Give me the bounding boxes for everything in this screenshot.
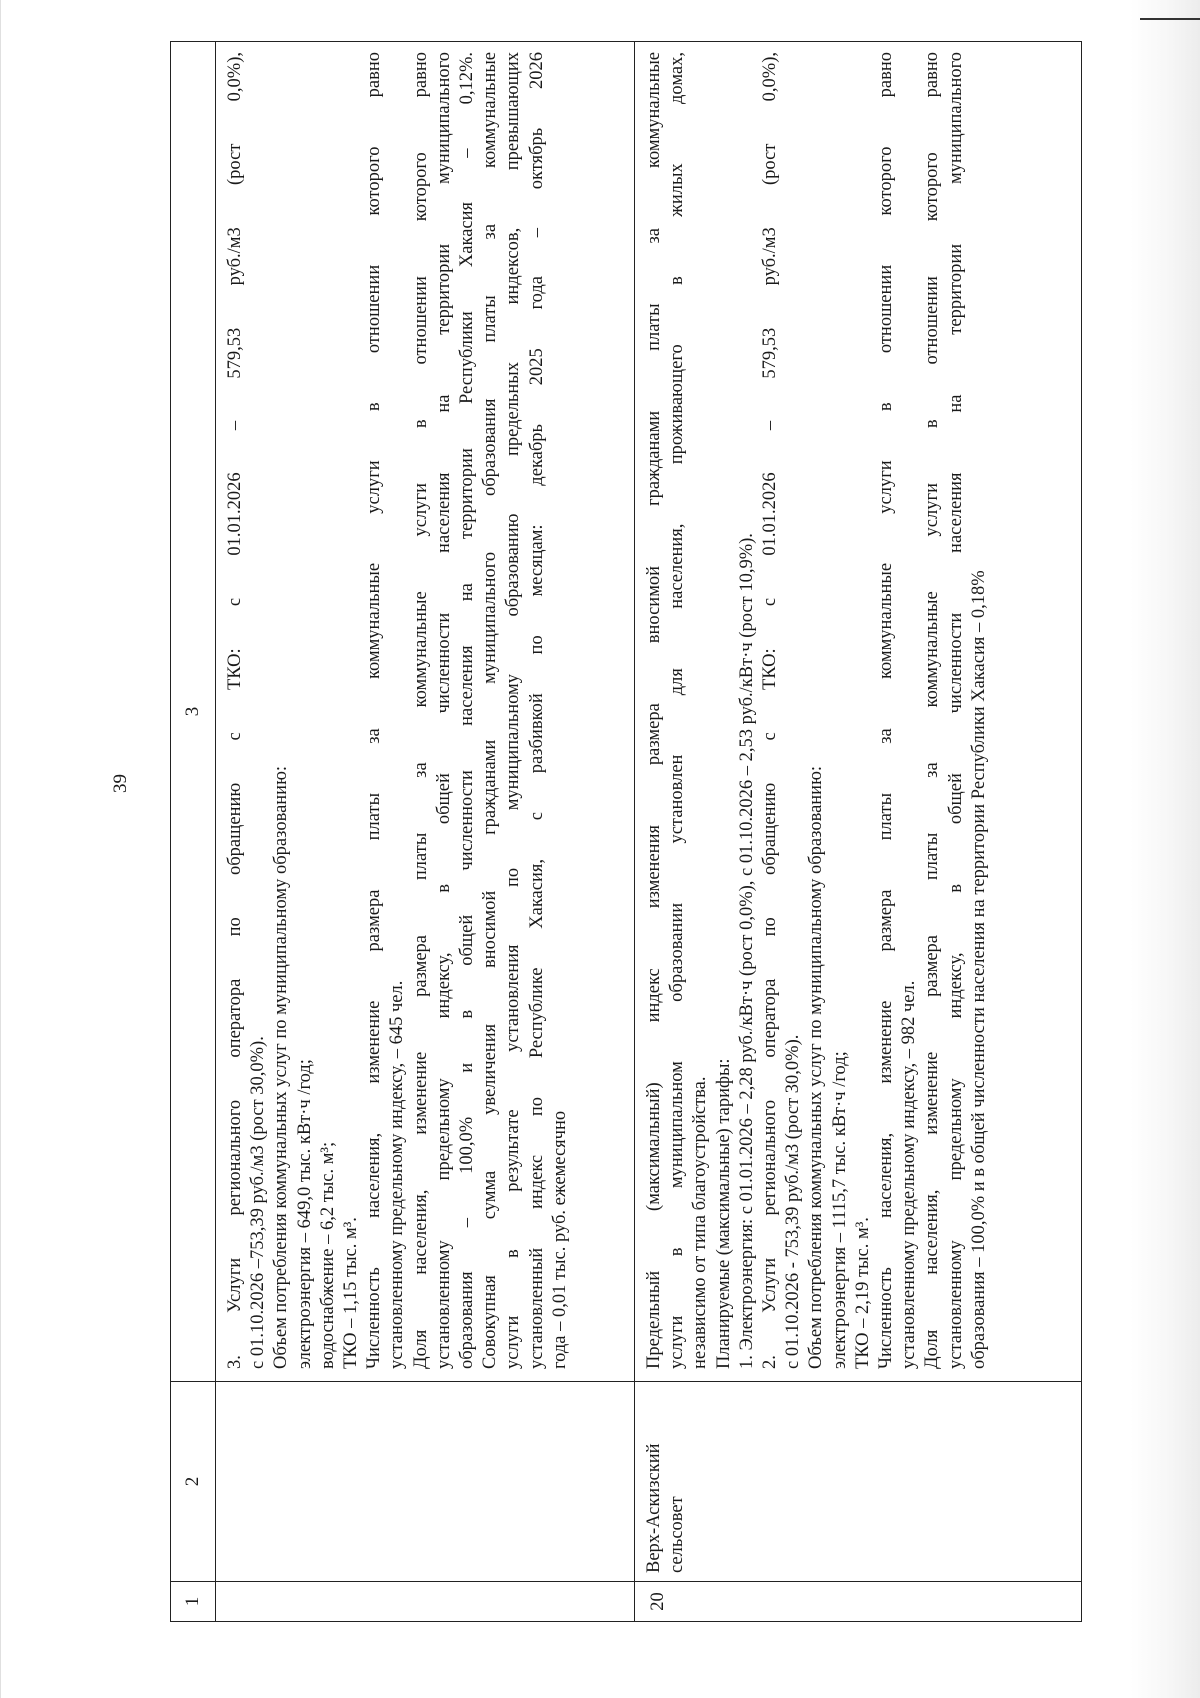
text-line: Объем потребления коммунальных услуг по муниципальному образованию:: [271, 765, 292, 1369]
text-line: Предельный (максимальный) индекс изменения размера вносимой гражданами платы за коммунальные: [644, 52, 664, 1369]
text-line: Численность населения, изменение размера платы за коммунальные услуги в отношении которого равно: [364, 52, 385, 1369]
page-number: 39: [110, 774, 131, 793]
scan-left-edge: [0, 0, 1, 1698]
table-header-row: [171, 42, 216, 1622]
rotated-table-frame: [170, 42, 1100, 1622]
text-line: образования – 100,0% и в общей численности населения на территории Республики Хакасия – 0,18%: [968, 570, 989, 1369]
scan-top-mark: [1140, 18, 1200, 20]
text-line: 3. Услуги регионального оператора по обращению с ТКО: с 01.01.2026 – 579,53 руб./м3 (рост 0,0%),: [225, 52, 245, 1369]
text-line: водоснабжение – 6,2 тыс. м³;: [317, 1141, 338, 1369]
text-line: установленному предельному индексу, в общей численности населения на территории муниципального: [433, 52, 454, 1369]
text-line: независимо от типа благоустройства.: [690, 1076, 711, 1369]
municipality-name: [216, 1382, 635, 1582]
text-line: электроэнергия – 649,0 тыс. кВт·ч /год;: [294, 1059, 315, 1369]
text-line: электроэнергия – 1115,7 тыс. кВт·ч /год;: [829, 1051, 850, 1369]
text-line: установленному предельному индексу, в общей численности населения на территории муниципального: [945, 52, 966, 1369]
row-description: [635, 42, 1082, 1382]
table-row: [216, 42, 635, 1622]
text-line: услуги в результате установления по муниципальному образованию предельных индексов, превышающих: [503, 52, 524, 1369]
data-table: [170, 41, 1082, 1622]
table-row: [635, 42, 1082, 1622]
text-line: установленный индекс по Республике Хакасия, с разбивкой по месяцам: декабрь 2025 года – октябрь 2026: [526, 52, 547, 1369]
header-col-2: 2: [171, 1382, 216, 1582]
text-line: Объем потребления коммунальных услуг по муниципальному образованию:: [806, 765, 827, 1369]
municipality-name: Верх-Аскизский сельсовет: [635, 1382, 1082, 1582]
text-line: Численность населения, изменение размера платы за коммунальные услуги в отношении которого равно: [876, 52, 897, 1369]
text-line: Доля населения, изменение размера платы за коммунальные услуги в отношении которого равно: [922, 52, 943, 1369]
text-line: Доля населения, изменение размера платы за коммунальные услуги в отношении которого равно: [410, 52, 431, 1369]
row-description: [216, 42, 635, 1382]
text-line: образования – 100,0% и в общей численности населения на территории Республики Хакасия – 0,12%.: [457, 52, 478, 1369]
text-line: с 01.10.2026 –753,39 руб./м3 (рост 30,0%).: [248, 1036, 269, 1369]
text-line: установленному предельному индексу, – 982 чел.: [899, 980, 920, 1369]
row-number: 20: [635, 1582, 1082, 1622]
text-line: Совокупная сумма увеличения вносимой гражданами муниципального образования платы за коммунальные: [480, 52, 501, 1369]
header-col-3: 3: [171, 42, 216, 1382]
row-number: [216, 1582, 635, 1622]
text-line: установленному предельному индексу, – 645 чел.: [387, 980, 408, 1369]
text-line: Планируемые (максимальные) тарифы:: [713, 1058, 734, 1369]
text-line: ТКО – 2,19 тыс. м³.: [852, 1217, 873, 1369]
header-col-1: 1: [171, 1582, 216, 1622]
text-line: ТКО – 1,15 тыс. м³.: [341, 1217, 362, 1369]
text-line: 2. Услуги регионального оператора по обращению с ТКО: с 01.01.2026 – 579,53 руб./м3 (рост 0,0%),: [760, 52, 781, 1369]
text-line: с 01.10.2026 - 753,39 руб./м3 (рост 30,0%).: [783, 1034, 804, 1369]
scan-right-edge: [1130, 0, 1200, 1698]
text-line: года – 0,01 тыс. руб. ежемесячно: [549, 1110, 570, 1369]
text-line: 1. Электроэнергия: с 01.01.2026 – 2,28 руб./кВт·ч (рост 0,0%), с 01.10.2026 – 2,53 руб./кВт·ч (рост 10,9%).: [736, 533, 757, 1369]
text-line: услуги в муниципальном образовании установлен для населения, проживающего в жилых домах,: [667, 52, 688, 1369]
